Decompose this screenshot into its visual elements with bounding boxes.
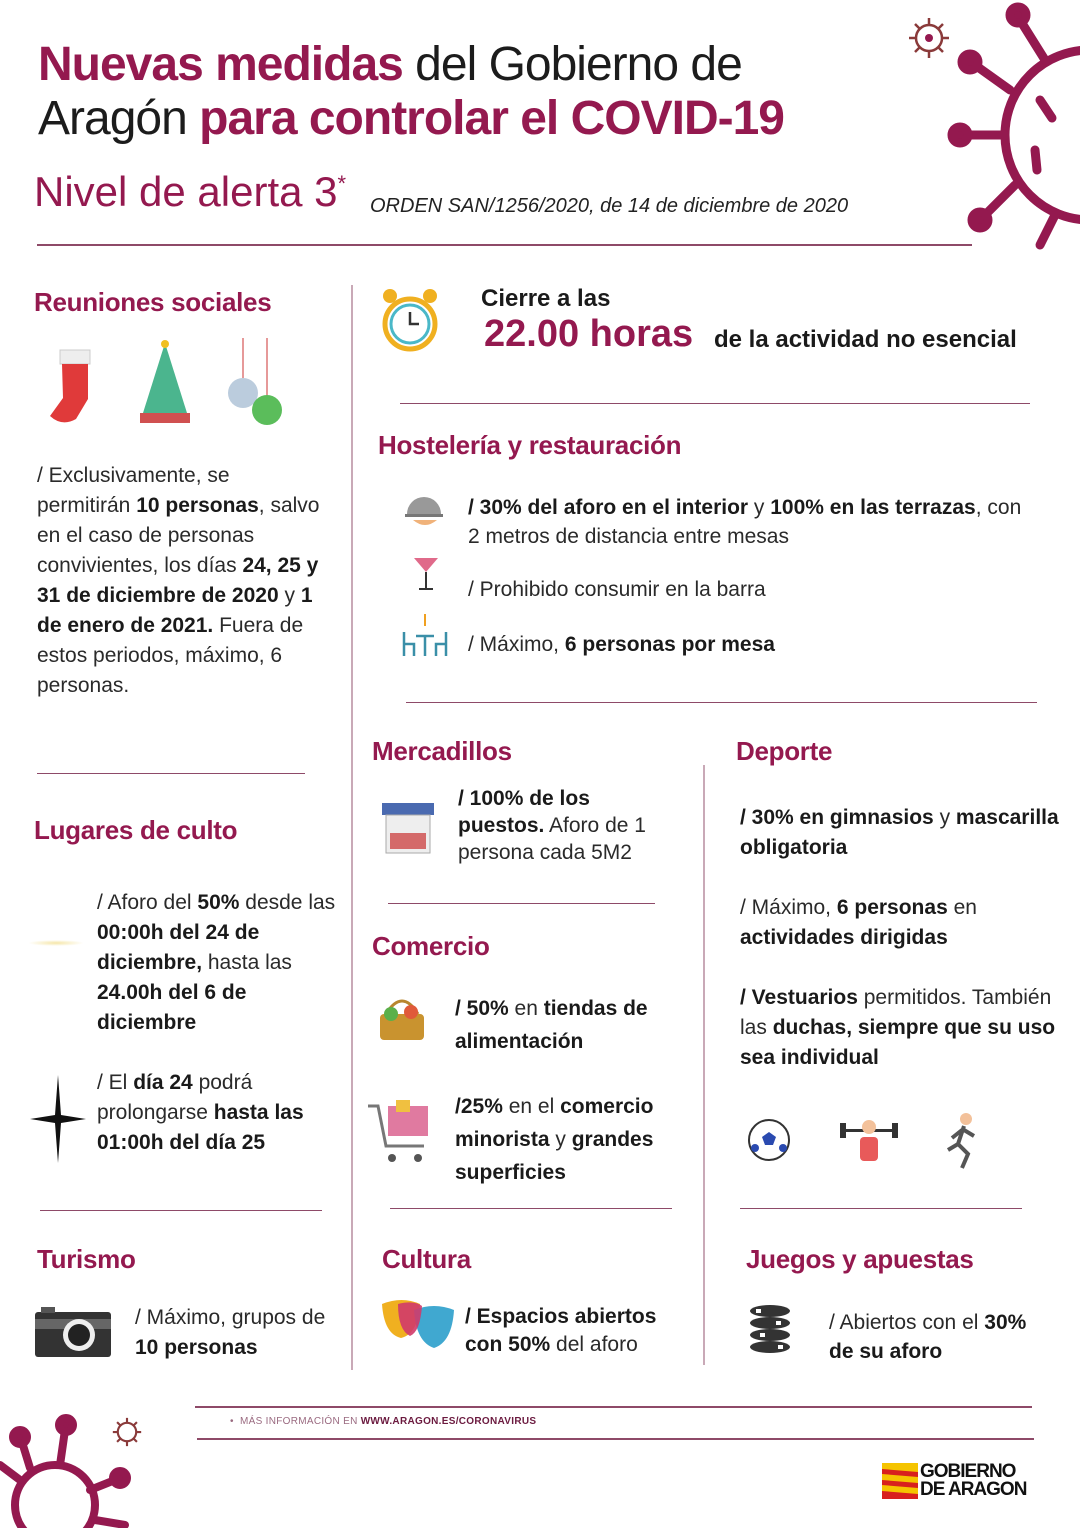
text-segment: , salvo en el caso de personas convivientes, los días (37, 494, 320, 577)
text-segment: del aforo (550, 1333, 638, 1356)
runner-icon (940, 1112, 980, 1170)
divider (740, 1208, 1022, 1209)
bold-text-segment: 6 personas (836, 896, 948, 919)
culto-heading: Lugares de culto (34, 815, 238, 845)
bold-text-segment: / Espacios abiertos con 50% (465, 1305, 657, 1356)
hosteleria-heading: Hostelería y restauración (378, 430, 682, 460)
bold-text-segment: para controlar el COVID-19 (199, 92, 784, 145)
bold-text-segment: grandes superficies (455, 1128, 654, 1184)
deporte-item-actividades (740, 893, 1060, 953)
bold-text-segment: / 100% de los puestos. (458, 787, 590, 837)
bold-text-segment: / 50% (455, 997, 509, 1020)
text-segment: / Máximo, (468, 633, 565, 656)
text-segment: del Gobierno de (402, 38, 742, 91)
text-segment: Aragón (38, 92, 200, 145)
text-segment: / Máximo, (740, 896, 837, 919)
table-chairs-icon (400, 612, 450, 657)
bold-text-segment: /25% (455, 1095, 503, 1118)
reuniones-heading: Reuniones sociales (34, 287, 272, 317)
comercio-item-minorista (455, 1090, 695, 1189)
divider (37, 773, 305, 774)
bold-text-segment: 10 personas (136, 494, 259, 517)
text-segment: en (947, 896, 977, 919)
column-divider-2 (703, 765, 705, 1365)
aragon-flag-icon (882, 1463, 918, 1499)
sparkle-star-icon (30, 1075, 86, 1163)
text-segment: / Aforo del (97, 891, 198, 914)
bold-text-segment: día 24 (133, 1071, 193, 1094)
text-segment: / Abiertos con el (829, 1311, 985, 1334)
alert-asterisk: * (337, 171, 347, 196)
bold-text-segment: 00:00h del 24 de diciembre, (97, 921, 260, 974)
bold-text-segment: actividades dirigidas (740, 926, 948, 949)
text-segment: en el (502, 1095, 561, 1118)
bold-text-segment: duchas, siempre que su uso sea individual (740, 1016, 1056, 1069)
virus-decoration-icon (940, 0, 1080, 260)
divider (400, 403, 1030, 404)
small-virus-icon (905, 14, 953, 62)
christmas-stocking-icon (45, 340, 100, 425)
divider (406, 702, 1037, 703)
text-segment: y (278, 584, 301, 607)
footer-divider-top (195, 1406, 1032, 1408)
divider (388, 903, 655, 904)
camera-icon (35, 1307, 111, 1357)
info-link[interactable]: WWW.ARAGON.ES/CORONAVIRUS (360, 1416, 537, 1427)
bold-text-segment: 50% (197, 891, 240, 914)
deporte-item-gimnasios (740, 803, 1060, 863)
bold-text-segment: 24, 25 y 31 de diciembre de 2020 (37, 554, 319, 607)
alert-level-text: Nivel de alerta 3 (34, 168, 338, 215)
bold-text-segment: mascarilla obligatoria (740, 806, 1059, 859)
cierre-time: 22.00 horas (484, 313, 694, 355)
weightlifter-icon (838, 1115, 900, 1167)
order-reference: ORDEN SAN/1256/2020, de 14 de diciembre de 2020 (370, 195, 849, 217)
cultura-heading: Cultura (382, 1244, 471, 1274)
hosteleria-item-aforo (468, 493, 1038, 551)
casino-chips-icon (748, 1303, 792, 1359)
bold-text-segment: / 30% del aforo en el interior (468, 496, 749, 519)
hosteleria-item-barra (468, 575, 1018, 605)
footer-info (230, 1416, 536, 1427)
hosteleria-item-mesa (468, 630, 1018, 660)
text-segment: hasta las (202, 951, 292, 974)
soccer-ball-icon (747, 1118, 791, 1162)
text-segment: desde las (239, 891, 336, 914)
bold-text-segment: 24.00h del 6 de diciembre (97, 981, 247, 1034)
food-basket-icon (376, 992, 428, 1044)
text-segment: / Máximo, grupos de (135, 1306, 326, 1329)
text-segment: Fuera de estos periodos, máximo, 6 personas. (37, 614, 304, 697)
text-segment: / Exclusivamente, se permitirán (37, 464, 230, 517)
text-segment: , con 2 metros de distancia entre mesas (468, 496, 1022, 548)
text-segment: podrá prolongarse (97, 1071, 253, 1124)
christmas-ornaments-icon (225, 338, 285, 428)
text-segment: permitidos. También las (740, 986, 1052, 1039)
bold-text-segment: comercio minorista (455, 1095, 654, 1151)
shopping-cart-icon (366, 1100, 434, 1166)
bold-text-segment: 6 personas por mesa (564, 633, 775, 656)
bold-text-segment: tiendas de alimentación (455, 997, 648, 1053)
bold-text-segment: Nuevas medidas (38, 38, 403, 91)
gobierno-aragon-logo (882, 1463, 1026, 1499)
cultura-text (465, 1303, 690, 1359)
text-segment: y (933, 806, 956, 829)
bold-text-segment: 100% en las terrazas (770, 496, 976, 519)
logo-line2: DE ARAGON (920, 1479, 1027, 1500)
bold-text-segment: hasta las 01:00h del día 25 (97, 1101, 304, 1154)
deporte-item-vestuarios (740, 983, 1070, 1073)
bold-text-segment: / 30% en gimnasios (740, 806, 934, 829)
info-prefix: MÁS INFORMACIÓN EN (239, 1416, 361, 1427)
serving-cloche-icon (403, 490, 445, 532)
alert-level (34, 168, 346, 216)
bold-text-segment: 30% de su aforo (829, 1311, 1027, 1363)
bold-text-segment: 10 personas (135, 1336, 258, 1359)
juegos-text (829, 1308, 1029, 1366)
culto-item-dia24 (97, 1068, 337, 1158)
bold-text-segment: 1 de enero de 2021. (37, 584, 313, 637)
text-segment: / El (97, 1071, 134, 1094)
deporte-heading: Deporte (736, 736, 833, 766)
comercio-heading: Comercio (372, 931, 490, 961)
footer-divider-bottom (197, 1438, 1034, 1440)
text-segment: y (549, 1128, 572, 1151)
page-title (38, 38, 784, 146)
alarm-clock-icon (380, 284, 440, 359)
reuniones-text (37, 461, 322, 701)
text-segment: Aforo de 1 persona cada 5M2 (458, 814, 646, 864)
comercio-item-alimentacion (455, 992, 695, 1058)
cierre-rest: de la actividad no esencial (714, 326, 1017, 353)
christmas-tree-icon (135, 338, 195, 428)
divider (390, 1208, 672, 1209)
turismo-heading: Turismo (37, 1244, 136, 1274)
text-segment: / Prohibido consumir en la barra (468, 578, 766, 601)
column-divider-1 (351, 285, 353, 1370)
text-segment: y (748, 496, 771, 519)
bold-text-segment: / Vestuarios (740, 986, 858, 1009)
logo-line1: GOBIERNO (920, 1461, 1016, 1482)
market-stall-icon (382, 803, 434, 855)
cierre-label: Cierre a las (481, 285, 611, 312)
bullet: • (230, 1416, 240, 1427)
mercadillos-heading: Mercadillos (372, 736, 512, 766)
glow-star-icon (28, 940, 84, 946)
juegos-heading: Juegos y apuestas (746, 1244, 974, 1274)
culto-item-aforo (97, 888, 347, 1038)
divider (40, 1210, 322, 1211)
mercadillos-text (458, 785, 673, 866)
theater-masks-icon (380, 1300, 456, 1352)
small-virus-bottom-icon (110, 1415, 144, 1449)
cocktail-icon (412, 552, 440, 592)
header-divider (37, 244, 972, 246)
turismo-text (135, 1303, 335, 1363)
text-segment: en (508, 997, 544, 1020)
